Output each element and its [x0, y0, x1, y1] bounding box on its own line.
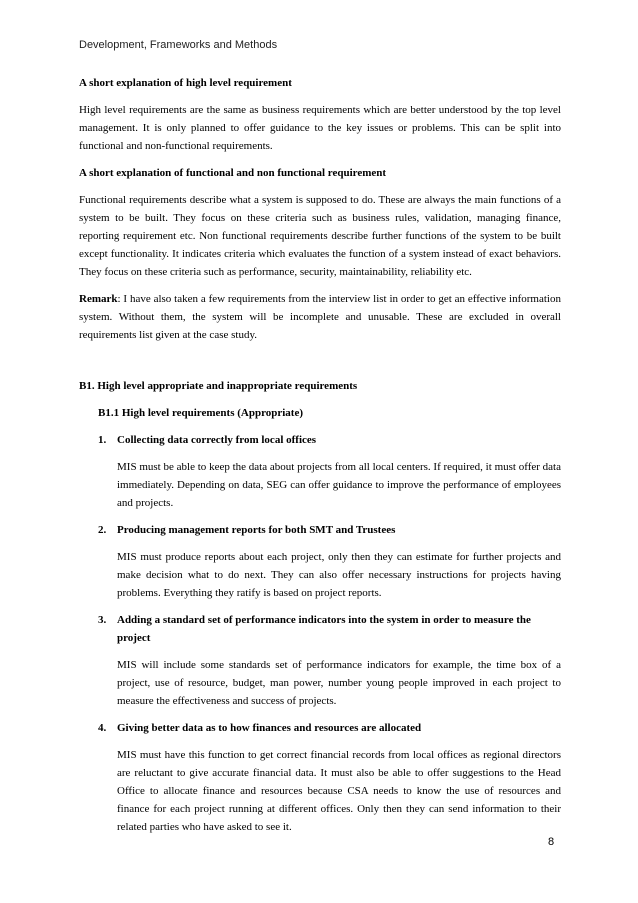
- item-title-text: Giving better data as to how finances and resources are allocated: [117, 722, 422, 734]
- remark-label: Remark: [79, 293, 118, 305]
- b1-heading: B1. High level appropriate and inappropriate requirements: [79, 380, 358, 392]
- item-number: 2.: [98, 524, 107, 536]
- remark-text: : I have also taken a few requirements from the interview list in order to get an effective information system. Without them, the system will be incomplete and unusable. These are excluded in overall requirements list given at the case study.: [79, 293, 561, 341]
- item-number: 3.: [98, 614, 107, 626]
- requirement-text: MIS must produce reports about each project, only then they can estimate for further projects and make decision what to do next. They can also offer necessary instructions for projects having problems. Everything they ratify is based on project reports.: [117, 551, 561, 599]
- item-number: 1.: [98, 434, 107, 446]
- requirement-text: MIS must have this function to get correct financial records from local offices as regional directors are reluctant to give accurate financial data. It must also be able to offer suggestions to the Head Office to allocate finance and resources because CSA needs to know the use of resources and finance for each project running at different offices. Only then they can send information to their related parties who have asked to see it.: [117, 749, 561, 833]
- high-level-paragraph: High level requirements are the same as business requirements which are better understood by the top level management. It is only planned to offer guidance to the key issues or problems. This can be split into functional and non-functional requirements.: [79, 104, 561, 152]
- document-body: [79, 74, 561, 845]
- page-number: 8: [548, 836, 555, 848]
- item-title-text: Collecting data correctly from local offices: [117, 434, 317, 446]
- functional-paragraph: Functional requirements describe what a system is supposed to do. These are always the main functions of a system to be built. They focus on these criteria such as business rules, validation, managing finance, reporting requirement etc. Non functional requirements describe further functions of the system to be built except functionality. It indicates criteria which evaluates the function of a system instead of exact behaviors. They focus on these criteria such as performance, security, maintainability, reliability etc.: [79, 194, 561, 278]
- requirement-item: [98, 719, 561, 836]
- item-title-text: Producing management reports for both SMT and Trustees: [117, 524, 396, 536]
- item-title-text: Adding a standard set of performance indicators into the system in order to measure the project: [117, 614, 531, 644]
- remark-paragraph: [79, 290, 561, 344]
- requirement-item: [98, 431, 561, 512]
- high-level-heading: A short explanation of high level requirement: [79, 77, 292, 89]
- requirement-title: [98, 719, 561, 737]
- requirement-item: [98, 611, 561, 710]
- item-number: 4.: [98, 722, 107, 734]
- functional-heading: A short explanation of functional and non functional requirement: [79, 167, 387, 179]
- running-header: Development, Frameworks and Methods: [79, 39, 278, 51]
- section-gap: [79, 353, 561, 377]
- requirement-text: MIS will include some standards set of performance indicators for example, the time box of a project, use of resource, budget, man power, number young people improved in each project to measure the effectiveness and success of projects.: [117, 659, 561, 707]
- b1-1-subheading: B1.1 High level requirements (Appropriate): [98, 407, 304, 419]
- requirement-item: [98, 521, 561, 602]
- requirement-title: [98, 521, 561, 539]
- requirement-text: MIS must be able to keep the data about projects from all local centers. If required, it must offer data immediately. Depending on data, SEG can offer guidance to improve the performance of employees and projects.: [117, 461, 561, 509]
- requirement-title: [98, 431, 561, 449]
- requirement-title: [98, 611, 561, 647]
